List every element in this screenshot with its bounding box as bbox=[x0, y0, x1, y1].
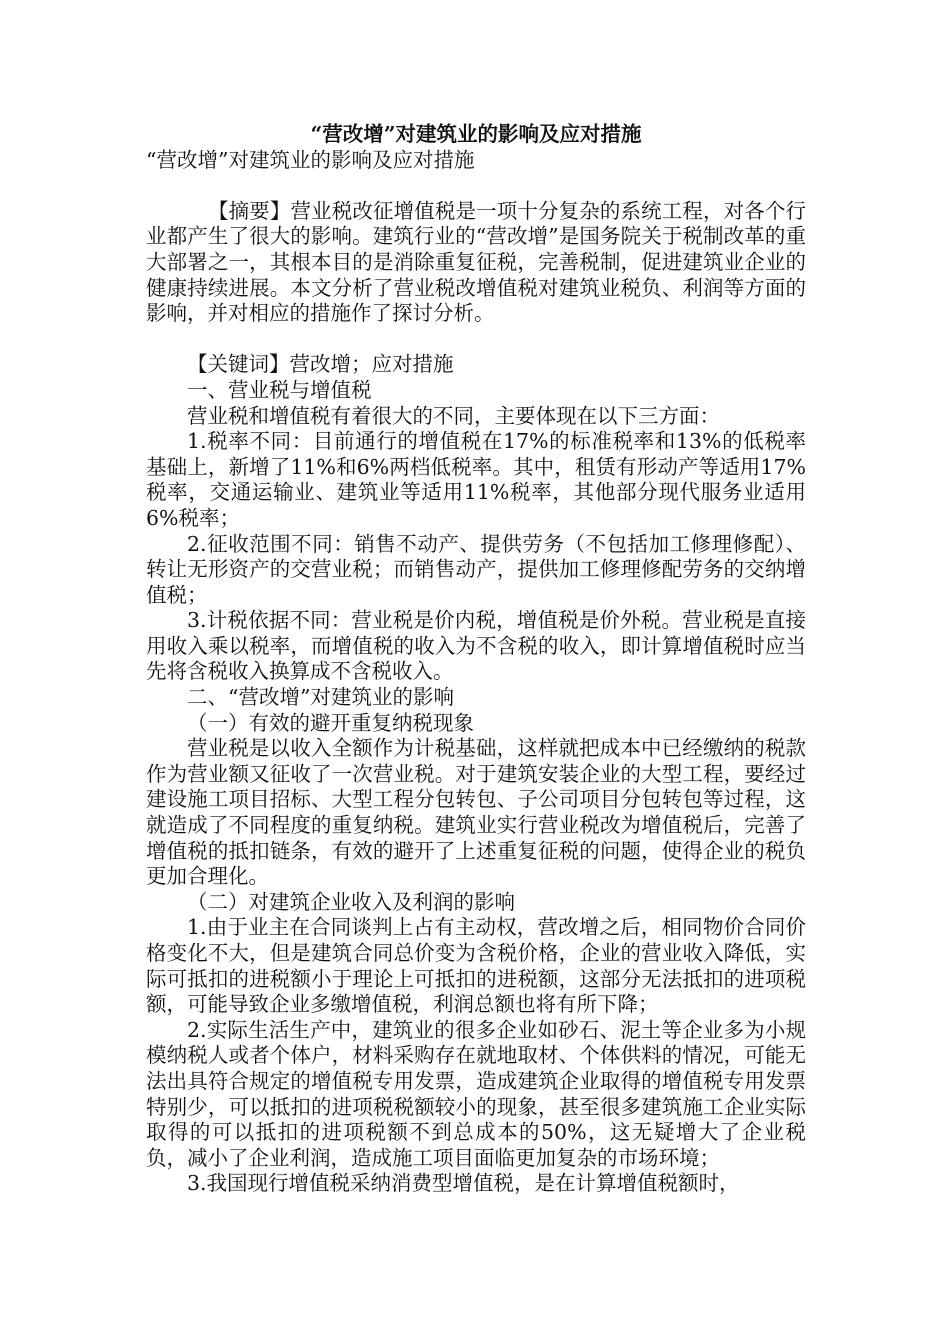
list-item: 1.由于业主在合同谈判上占有主动权，营改增之后，相同物价合同价格变化不大，但是建筑合同总价变为含税价格，企业的营业收入降低，实际可抵扣的进税额小于理论上可抵扣的进税额，这部分无法抵扣的进项税额，可能导致企业多缴增值税，利润总额也将有所下降； bbox=[146, 915, 806, 1017]
section-heading: 一、营业税与增值税 bbox=[187, 377, 372, 402]
section-heading: 二、“营改增”对建筑业的影响 bbox=[187, 685, 454, 710]
subsection-heading: （一）有效的避开重复纳税现象 bbox=[187, 710, 474, 735]
keywords-line: 【关键词】营改增；应对措施 bbox=[187, 352, 454, 377]
list-item: 2.征收范围不同：销售不动产、提供劳务（不包括加工修理修配）、转让无形资产的交营业税；而销售动产，提供加工修理修配劳务的交纳增值税； bbox=[146, 531, 806, 607]
abstract-paragraph: 【摘要】营业税改征增值税是一项十分复杂的系统工程，对各个行业都产生了很大的影响。建筑行业的“营改增”是国务院关于税制改革的重大部署之一，其根本目的是消除重复征税，完善税制，促进建筑业企业的健康持续进展。本文分析了营业税改增值税对建筑业税负、利润等方面的影响，并对相应的措施作了探讨分析。 bbox=[146, 198, 806, 326]
document-body bbox=[146, 122, 806, 1197]
list-item: 2.实际生活生产中，建筑业的很多企业如砂石、泥土等企业多为小规模纳税人或者个体户，材料采购存在就地取材、个体供料的情况，可能无法出具符合规定的增值税专用发票，造成建筑企业取得的增值税专用发票特别少，可以抵扣的进项税税额较小的现象，甚至很多建筑施工企业实际取得的可以抵扣的进项税额不到总成本的50%，这无疑增大了企业税负，减小了企业利润，造成施工项目面临更加复杂的市场环境； bbox=[146, 1017, 806, 1170]
subsection-heading: （二）对建筑企业收入及利润的影响 bbox=[187, 889, 515, 914]
section-paragraph: 营业税是以收入全额作为计税基础，这样就把成本中已经缴纳的税款作为营业额又征收了一次营业税。对于建筑安装企业的大型工程，要经过建设施工项目招标、大型工程分包转包、子公司项目分包转包等过程，这就造成了不同程度的重复纳税。建筑业实行营业税改为增值税后，完善了增值税的抵扣链条，有效的避开了上述重复征税的问题，使得企业的税负更加合理化。 bbox=[146, 736, 806, 889]
section-paragraph: 营业税和增值税有着很大的不同，主要体现在以下三方面： bbox=[187, 403, 720, 428]
list-item: 3.计税依据不同：营业税是价内税，增值税是价外税。营业税是直接用收入乘以税率，而增值税的收入为不含税的收入，即计算增值税时应当先将含税收入换算成不含税收入。 bbox=[146, 608, 806, 684]
document-title: “营改增”对建筑业的影响及应对措施 bbox=[310, 122, 642, 146]
list-item: 3.我国现行增值税采纳消费型增值税，是在计算增值税额时， bbox=[187, 1171, 740, 1196]
document-subtitle: “营改增”对建筑业的影响及应对措施 bbox=[146, 147, 475, 172]
blank-line bbox=[146, 173, 806, 199]
blank-line bbox=[146, 327, 806, 353]
list-item: 1.税率不同：目前通行的增值税在17%的标准税率和13%的低税率基础上，新增了11%和6%两档低税率。其中，租赁有形动产等适用17%税率，交通运输业、建筑业等适用11%税率，其他部分现代服务业适用6%税率； bbox=[146, 429, 806, 530]
